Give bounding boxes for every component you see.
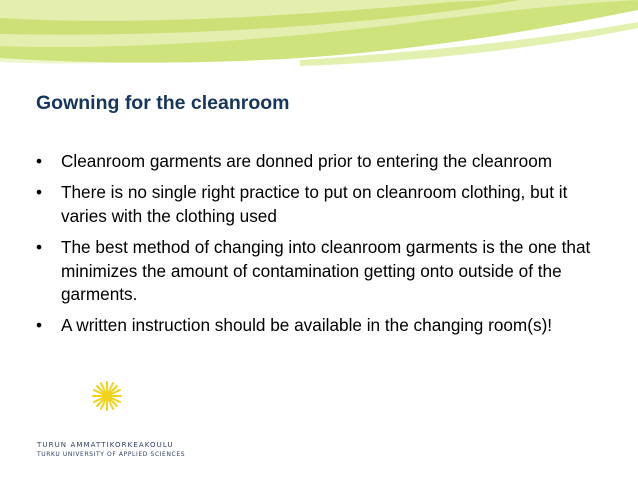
bullet-text: The best method of changing into cleanroom garments is the one that minimizes the amount of contamination getting onto outside of the garments. <box>61 237 591 305</box>
bullet-item <box>36 181 606 228</box>
sun-icon <box>91 380 123 412</box>
bullet-list <box>36 150 606 338</box>
logo-name: TURUN AMMATTIKORKEAKOULU <box>37 441 174 449</box>
bullet-item <box>36 236 606 306</box>
bullet-marker: • <box>36 151 43 171</box>
bullet-item <box>36 314 606 337</box>
bullet-text: Cleanroom garments are donned prior to entering the cleanroom <box>61 151 553 171</box>
logo-subname: TURKU UNIVERSITY OF APPLIED SCIENCES <box>37 451 186 458</box>
bullet-marker: • <box>36 182 43 203</box>
bullet-text: There is no single right practice to put on cleanroom clothing, but it varies with the clothing used <box>61 182 568 226</box>
bullet-marker: • <box>36 237 43 258</box>
bullet-text: A written instruction should be available in the changing room(s)! <box>61 315 553 336</box>
bullet-item <box>36 150 606 173</box>
bullet-marker: • <box>36 315 43 336</box>
slide-title: Gowning for the cleanroom <box>36 92 290 114</box>
